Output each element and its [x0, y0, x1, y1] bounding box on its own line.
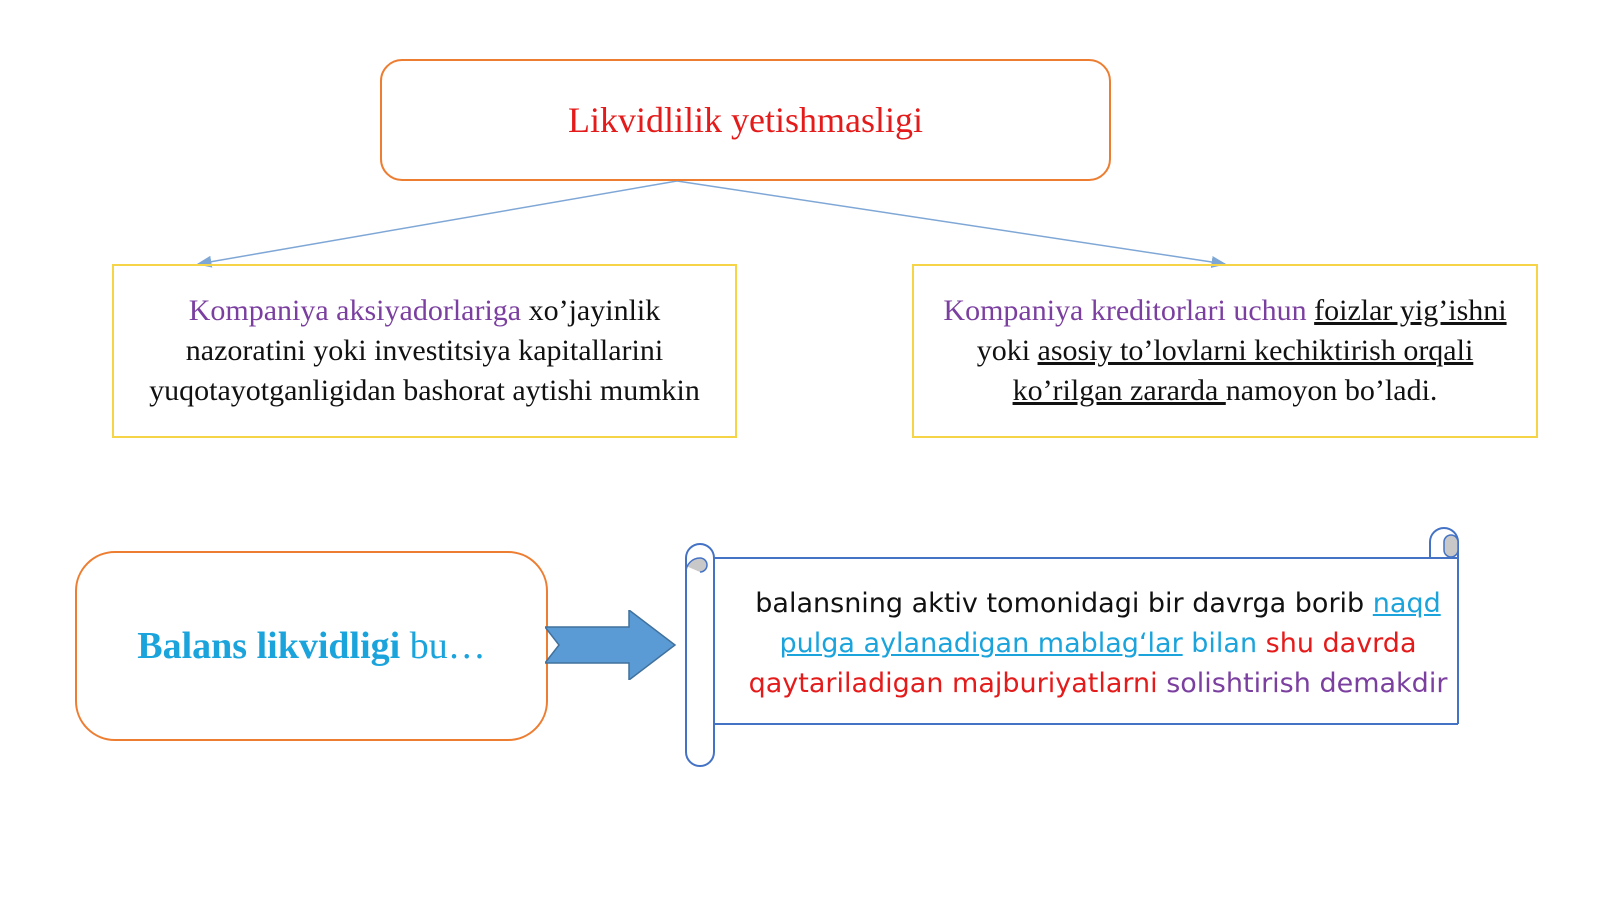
creditors-text [928, 291, 1522, 411]
creditors-box [912, 264, 1538, 438]
creditors-interest-text: foizlar yig’ishni [1314, 294, 1507, 327]
balance-liquidity-term: Balans likvidligi [137, 625, 401, 667]
creditors-connector-text: yoki [976, 334, 1038, 367]
balance-liquidity-suffix: bu… [400, 625, 486, 667]
definition-text [722, 584, 1474, 704]
right-arrow-icon [545, 610, 678, 680]
definition-with: bilan [1182, 628, 1266, 659]
title-text: Likvidlilik yetishmasligi [568, 100, 923, 140]
definition-intro: balansning aktiv tomonidagi bir davrga borib [755, 588, 1373, 619]
creditors-payments-text: asosiy to’lovlarni kechiktirish orqali ko’rilgan zararda [1012, 334, 1474, 407]
title-box [380, 59, 1111, 181]
connector-right [677, 181, 1225, 264]
definition-liabilities: shu davrda qaytariladigan majburiyatlarni [748, 628, 1417, 699]
creditors-end-text: namoyon bo’ladi. [1225, 374, 1438, 407]
balance-liquidity-box [75, 551, 548, 741]
creditors-label: Kompaniya kreditorlari uchun [943, 294, 1315, 327]
shareholders-description: xo’jayinlik nazoratini yoki investitsiya kapitallarini yuqotayotganligidan bashorat aytishi mumkin [149, 294, 700, 407]
definition-compare: solishtirish demakdir [1157, 668, 1448, 699]
shareholders-box [112, 264, 737, 438]
connector-left [198, 181, 677, 264]
definition-cash-link[interactable]: naqd pulga aylanadigan mablag‘lar [779, 588, 1441, 659]
shareholders-text [144, 291, 705, 411]
shareholders-label: Kompaniya aksiyadorlariga [188, 294, 522, 327]
balance-liquidity-text [137, 624, 485, 668]
